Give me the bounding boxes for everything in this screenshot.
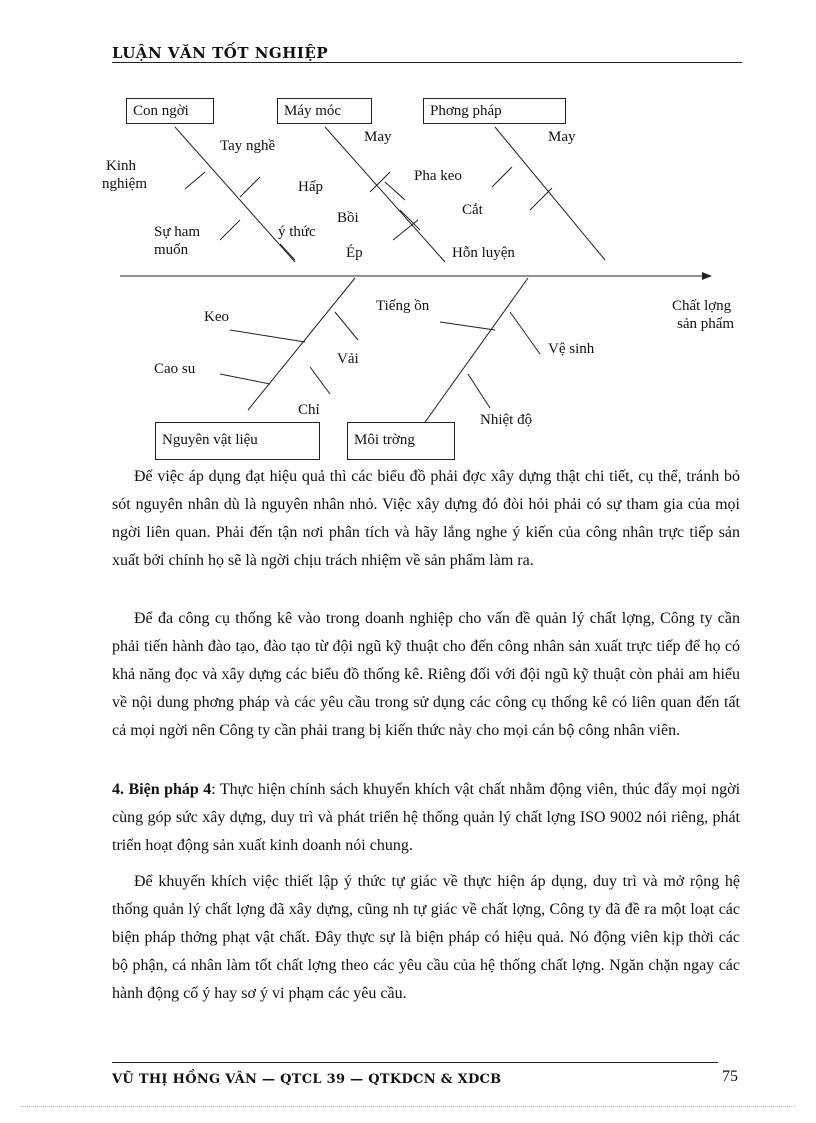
effect-label-line2: sản phẩm (677, 316, 735, 332)
label-may-1: May (364, 129, 392, 145)
page-edge (20, 1106, 796, 1107)
paragraph-2 (112, 605, 740, 745)
measure-text: : Thực hiện chính sách khuyến khích vật chất nhằm động viên, thúc đẩy mọi ngời cùng góp sức xây dựng, duy trì và phát triển hệ thống quản lý chất lợng ISO 9002 nói riêng, phát triển hoạt động sản xuất kinh doanh nói chung. (112, 781, 741, 854)
label-hap: Hấp (298, 179, 323, 195)
measure-heading: 4. Biện pháp 4 (112, 781, 212, 798)
label-nghiem: nghiệm (102, 176, 147, 192)
paragraph-3-text (112, 776, 740, 860)
label-ep: Ép (346, 245, 363, 261)
label-su-ham: Sự ham (154, 224, 201, 240)
label-boi: Bồi (337, 210, 359, 226)
paragraph-4 (112, 868, 740, 1008)
label-cao-su: Cao su (154, 361, 196, 377)
label-cat: Cắt (462, 202, 483, 218)
header-rule (112, 62, 742, 63)
cause-box-machine: Máy móc (277, 98, 372, 124)
paragraph-2-text: Để đa công cụ thống kê vào trong doanh nghiệp cho vấn đề quản lý chất lợng, Công ty cần phải tiến hành đào tạo, đào tạo từ đội ngũ kỹ thuật cho đến công nhân sản xuất trực tiếp để họ có khả năng đọc và xây dựng các biểu đồ thống kê. Riêng đối với đội ngũ kỹ thuật còn phải am hiểu về nội dung phơng pháp và các yêu cầu trong sử dụng các công cụ thống kê có liên quan đến tất cả mọi ngời nên Công ty cần phải trang bị kiến thức này cho mọi cán bộ công nhân viên. (112, 610, 740, 739)
cause-box-material: Nguyên vật liệu (155, 422, 320, 460)
effect-label-line1: Chất lợng (672, 298, 732, 314)
label-hon-luyen: Hỗn luyện (452, 245, 515, 261)
cause-box-method: Phơng pháp (423, 98, 566, 124)
label-tieng-on: Tiếng ồn (376, 298, 430, 314)
label-kinh: Kinh (106, 158, 136, 174)
label-ve-sinh: Vệ sinh (548, 341, 595, 357)
paragraph-4-text: Để khuyến khích việc thiết lập ý thức tự giác về thực hiện áp dụng, duy trì và mở rộng hệ thống quản lý chất lợng đã xây dựng, cũng nh tự giác về chất lợng, Công ty đã đề ra một loạt các biện pháp thởng phạt vật chất. Đây thực sự là biện pháp có hiệu quả. Nó động viên kịp thời các bộ phận, cá nhân làm tốt chất lợng theo các yêu cầu của hệ thống chất lợng. Ngăn chặn ngay các hành động cố ý hay sơ ý vi phạm các yêu cầu. (112, 873, 740, 1002)
label-tay-nghe: Tay nghề (220, 138, 276, 154)
footer-rule (112, 1062, 718, 1063)
footer-author: VŨ THỊ HỒNG VÂN — QTCL 39 — QTKDCN & XDCB (112, 1072, 502, 1087)
paragraph-3 (112, 776, 740, 860)
label-keo: Keo (204, 309, 229, 325)
label-pha-keo: Pha keo (414, 168, 462, 184)
label-chi: Chỉ (298, 402, 320, 418)
running-header: LUẬN VĂN TỐT NGHIỆP (112, 44, 329, 62)
fishbone-diagram (100, 92, 760, 467)
page-number: 75 (722, 1068, 738, 1085)
paragraph-1 (112, 463, 740, 575)
cause-box-people: Con ngời (126, 98, 214, 124)
label-y-thuc: ý thức (278, 224, 316, 240)
label-muon: muốn (154, 242, 189, 258)
fishbone-lines (100, 92, 760, 467)
cause-box-environment: Môi trờng (347, 422, 455, 460)
label-may-2: May (548, 129, 576, 145)
paragraph-1-text: Để việc áp dụng đạt hiệu quả thì các biểu đồ phải đợc xây dựng thật chi tiết, cụ thể, tránh bỏ sót nguyên nhân dù là nguyên nhân nhỏ. Việc xây dựng đó đòi hỏi phải có sự tham gia của mọi ngời liên quan. Phải đến tận nơi phân tích và hãy lắng nghe ý kiến của công nhân trực tiếp sản xuất bởi chính họ sẽ là ngời chịu trách nhiệm về sản phẩm làm ra. (112, 468, 740, 569)
label-nhiet-do: Nhiệt độ (480, 412, 533, 428)
label-vai: Vải (337, 351, 359, 367)
